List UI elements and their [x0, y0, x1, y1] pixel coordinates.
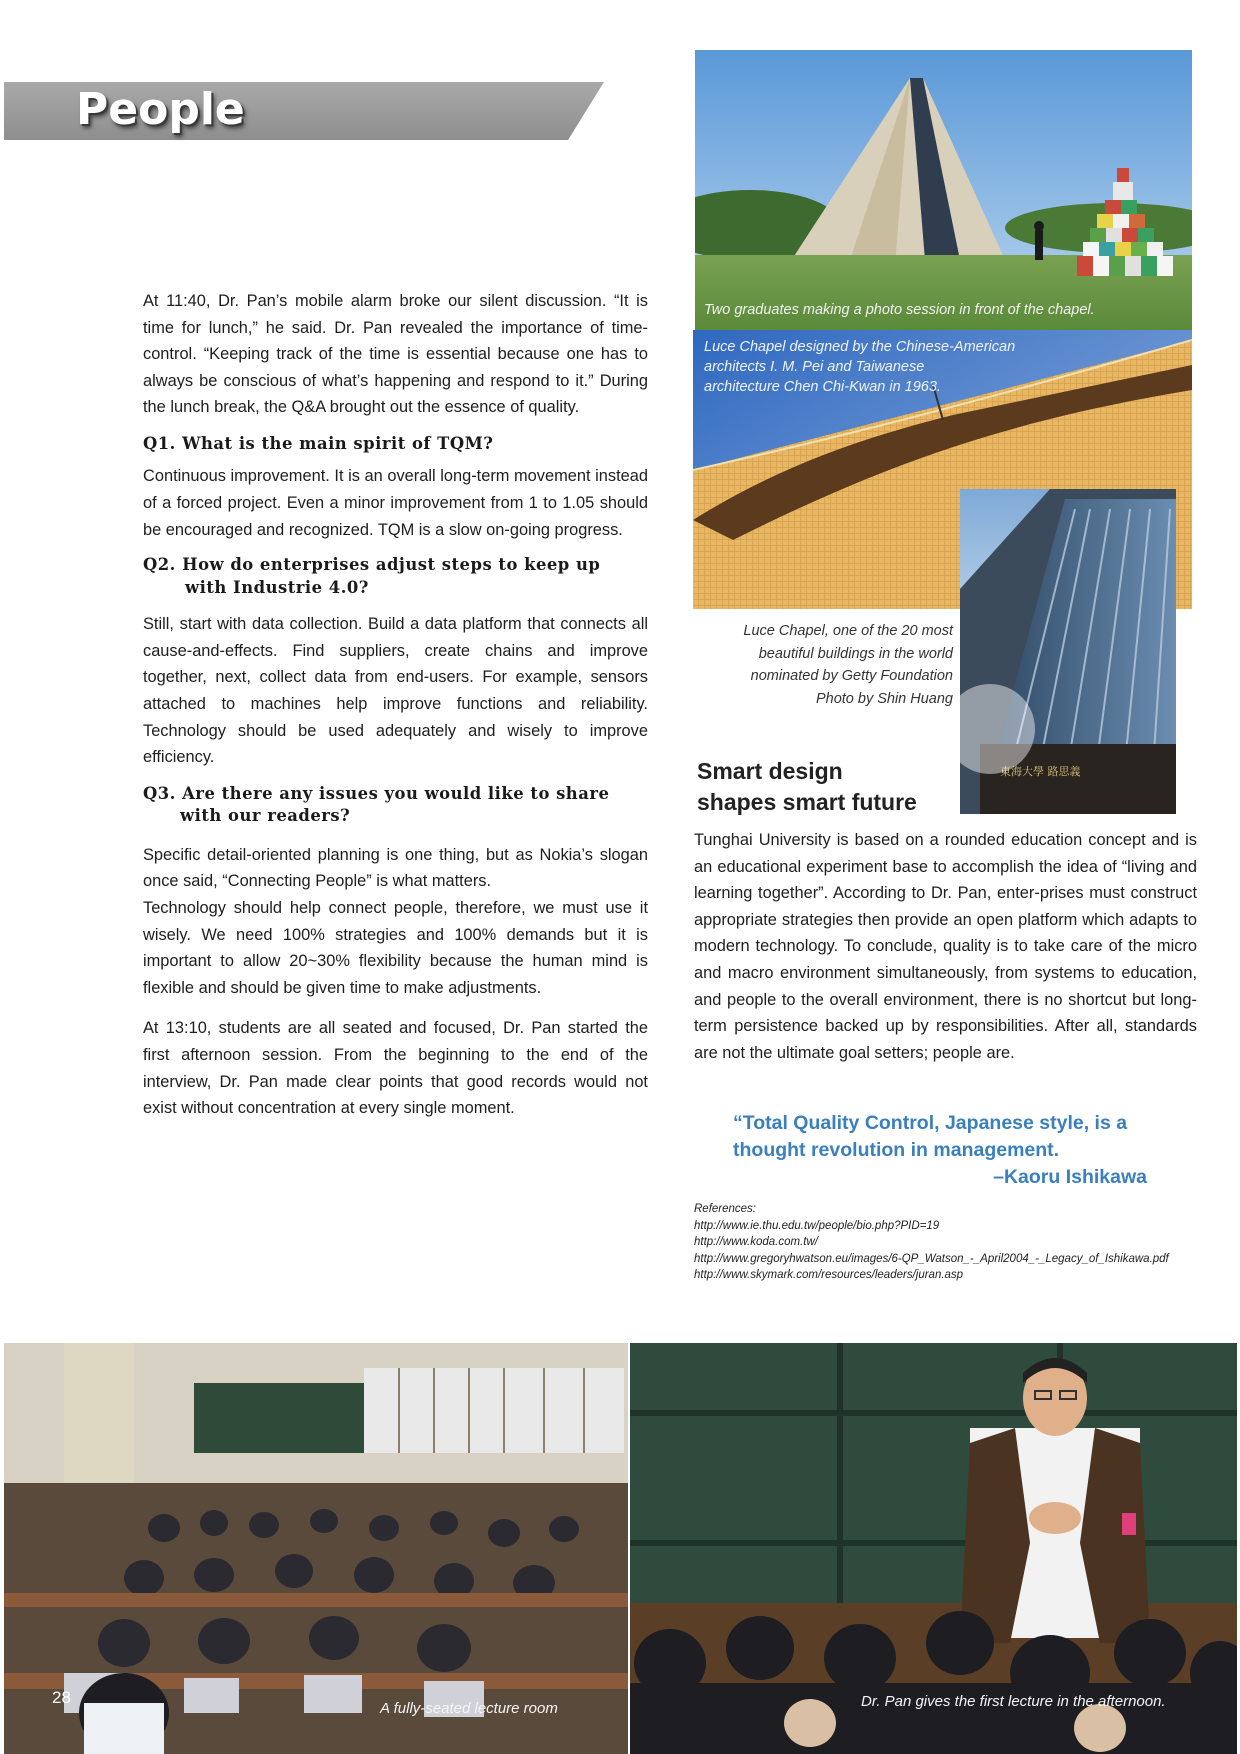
answer-3a: Specific detail-oriented planning is one thing, but as Nokia’s slogan once said, “Connecting People” is what matters.	[143, 845, 648, 891]
chapel-tower-caption-line-1: Luce Chapel, one of the 20 most	[743, 623, 953, 639]
chapel-roof-caption-line-2: architects I. M. Pei and Taiwanese	[704, 359, 925, 375]
intro-paragraph: At 11:40, Dr. Pan’s mobile alarm broke our silent discussion. “It is time for lunch,” he said. Dr. Pan revealed the importance of time-control. “Keeping track of the time is essential because one has to always be conscious of what’s happening and respond to it.” During the lunch break, the Q&A brought out the essence of quality.	[143, 292, 648, 417]
reference-link[interactable]: http://www.gregoryhwatson.eu/images/6-QP_Watson_-_April2004_-_Legacy_of_Ishikawa.pdf	[694, 1252, 1169, 1265]
references	[694, 1201, 1214, 1284]
chapel-tower-caption-line-3: nominated by Getty Foundation	[750, 668, 953, 684]
right-heading-line-1: Smart design	[697, 758, 843, 784]
question-1-text: Q1. What is the main spirit of TQM?	[143, 433, 494, 453]
dr-pan-caption: Dr. Pan gives the first lecture in the afternoon.	[861, 1693, 1166, 1710]
question-3-text-a: Q3. Are there any issues you would like to share	[143, 783, 610, 803]
right-body: Tunghai University is based on a rounded education concept and is an educational experiment base to accomplish the idea of “living and learning together”. According to Dr. Pan, enter-prises must construct appropriate strategies then provide an open platform which adapts to modern technology. To conclude, quality is to take care of the micro and macro environment simultaneously, from systems to education, and people to the overall environment, there is no shortcut but long-term persistence backed up by responsibilities. After all, standards are not the ultimate goal setters; people are.	[694, 831, 1197, 1062]
right-heading-line-2: shapes smart future	[697, 789, 917, 815]
section-title: People	[76, 84, 245, 135]
chapel-roof-caption-line-3: architecture Chen Chi-Kwan in 1963.	[704, 379, 941, 395]
references-label: References:	[694, 1203, 757, 1215]
question-3-text-b: with our readers?	[180, 806, 351, 826]
chapel-tower-caption-line-4: Photo by Shin Huang	[815, 690, 953, 707]
reference-link[interactable]: http://www.skymark.com/resources/leaders/juran.asp	[694, 1269, 964, 1281]
chapel-roof-caption	[704, 337, 1015, 397]
question-2-text-a: Q2. How do enterprises adjust steps to keep up	[143, 555, 601, 575]
left-column	[143, 288, 648, 1122]
answer-1: Continuous improvement. It is an overall long-term movement instead of a forced project. Even a minor improvement from 1 to 1.05 should be encouraged and recognized. TQM is a slow on-going progress.	[143, 467, 648, 539]
chapel-photo-caption: Two graduates making a photo session in front of the chapel.	[704, 302, 1095, 318]
closing-paragraph: At 13:10, students are all seated and focused, Dr. Pan started the first afternoon session. From the beginning to the end of the interview, Dr. Pan made clear points that good records would not exist without concentration at every single moment.	[143, 1019, 648, 1118]
right-column	[694, 827, 1197, 1066]
chapel-roof-caption-line-1: Luce Chapel designed by the Chinese-American	[704, 339, 1016, 355]
question-2-text-b: with Industrie 4.0?	[185, 577, 369, 597]
page-number: 28	[52, 1688, 71, 1707]
pull-quote-line-1: “Total Quality Control, Japanese style, is a	[733, 1112, 1128, 1134]
lecture-room-photo	[4, 1343, 628, 1754]
chapel-tower-caption-line-2: beautiful buildings in the world	[758, 645, 953, 662]
pull-quote-author: –Kaoru Ishikawa	[993, 1166, 1147, 1188]
right-heading	[697, 756, 957, 818]
chapel-photo	[695, 50, 1192, 330]
answer-2: Still, start with data collection. Build a data platform that connects all cause-and-effects. Find suppliers, create chains and improve together, next, collect data from end-users. For example, sensors attached to machines help improve functions and reliability. Technology should be used adequately and wisely to improve efficiency.	[143, 615, 648, 767]
tower-signage: 東海大學 路思義	[1000, 765, 1081, 778]
chapel-tower-caption	[700, 620, 953, 710]
lecture-room-caption: A fully-seated lecture room	[380, 1700, 558, 1717]
answer-3b: Technology should help connect people, therefore, we must use it wisely. We need 100% strategies and 100% demands but it is important to allow 20~30% flexibility because the human mind is flexible and should be given time to make adjustments.	[143, 899, 648, 997]
chapel-tower-photo	[960, 489, 1176, 814]
question-2	[143, 554, 648, 599]
reference-link[interactable]: http://www.ie.thu.edu.tw/people/bio.php?PID=19	[694, 1219, 940, 1232]
pull-quote	[733, 1110, 1153, 1191]
question-3	[143, 783, 648, 828]
pull-quote-line-2: thought revolution in management.	[733, 1139, 1060, 1161]
question-1	[143, 433, 648, 456]
reference-link[interactable]: http://www.koda.com.tw/	[694, 1236, 818, 1248]
